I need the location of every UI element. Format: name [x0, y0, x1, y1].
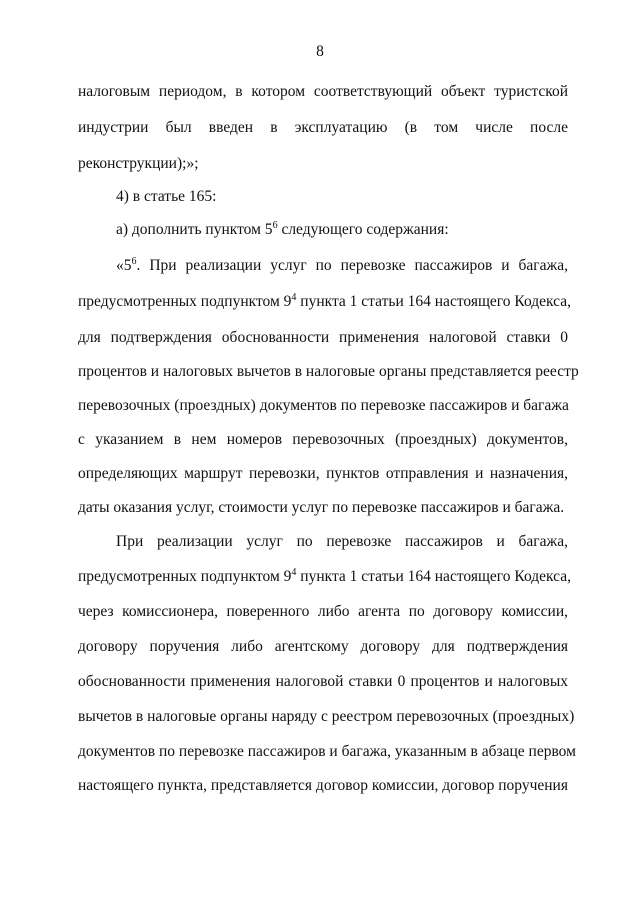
superscript: 4: [291, 292, 297, 303]
text-line: настоящего пункта, представляется договор комиссии, договор поручения: [78, 777, 568, 794]
text-line: процентов и налоговых вычетов в налоговые органы представляется реестр: [78, 363, 579, 380]
text-fragment: пункта 1 статьи 164 настоящего Кодекса,: [296, 568, 571, 585]
superscript: 6: [272, 220, 278, 231]
subitem-a: [116, 220, 449, 240]
text-line: [78, 567, 571, 587]
text-fragment: следующего содержания:: [277, 221, 449, 238]
text-line: определяющих маршрут перевозки, пунктов отправления и назначения,: [78, 465, 568, 482]
text-fragment: . При реализации услуг по перевозке пассажиров и багажа,: [136, 257, 568, 274]
text-line: вычетов в налоговые органы наряду с реестром перевозочных (проездных): [78, 708, 575, 725]
text-line: через комиссионера, поверенного либо агента по договору комиссии,: [78, 603, 568, 620]
list-item-article-165: 4) в статье 165:: [116, 188, 217, 205]
text-line: даты оказания услуг, стоимости услуг по перевозке пассажиров и багажа.: [78, 499, 565, 516]
superscript: 6: [131, 256, 137, 267]
page-number: 8: [316, 43, 324, 60]
text-line: перевозочных (проездных) документов по перевозке пассажиров и багажа: [78, 397, 569, 414]
text-fragment: а) дополнить пунктом 5: [116, 221, 273, 238]
point-5-6-start: [116, 256, 568, 276]
text-line: налоговым периодом, в котором соответствующий объект туристской: [78, 83, 568, 100]
text-line: документов по перевозке пассажиров и багажа, указанным в абзаце первом: [78, 743, 576, 760]
text-fragment: предусмотренных подпунктом 9: [78, 293, 292, 310]
text-fragment: предусмотренных подпунктом 9: [78, 568, 292, 585]
text-line: [78, 292, 571, 312]
text-line: индустрии был введен в эксплуатацию (в том числе после: [78, 119, 568, 136]
text-line: реконструкции);»;: [78, 155, 199, 172]
superscript: 4: [291, 567, 297, 578]
paragraph-start: При реализации услуг по перевозке пассажиров и багажа,: [116, 533, 568, 550]
text-fragment: пункта 1 статьи 164 настоящего Кодекса,: [296, 293, 571, 310]
text-line: с указанием в нем номеров перевозочных (проездных) документов,: [78, 431, 568, 448]
text-fragment: «5: [116, 257, 132, 274]
text-line: для подтверждения обоснованности применения налоговой ставки 0: [78, 329, 568, 346]
text-line: обоснованности применения налоговой ставки 0 процентов и налоговых: [78, 673, 568, 690]
text-line: договору поручения либо агентскому договору для подтверждения: [78, 638, 568, 655]
